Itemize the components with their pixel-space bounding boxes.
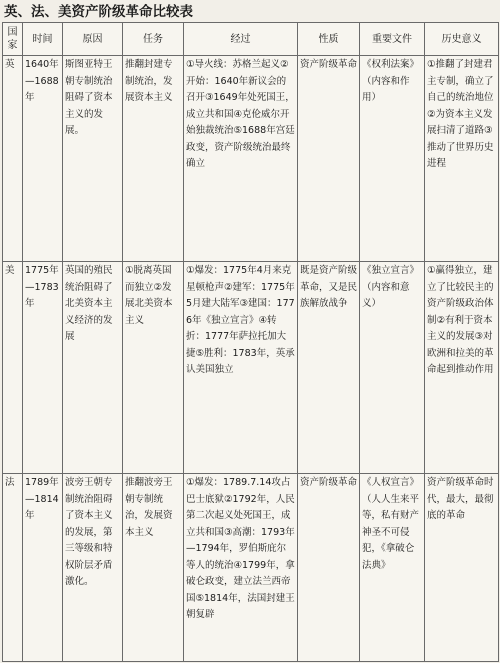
cell-cause: 英国的殖民统治阻碍了北美资本主义经济的发展 <box>63 262 123 474</box>
cell-task: 推翻波旁王朝专制统治，发展资本主义 <box>123 474 184 662</box>
table-row-england <box>3 56 499 262</box>
comparison-table <box>2 22 499 662</box>
cell-significance: ①推翻了封建君主专制，确立了自己的统治地位②为资本主义发展扫清了道路③推动了世界历史进程 <box>425 56 499 262</box>
cell-time: 1775年—1783年 <box>23 262 63 474</box>
header-significance: 历史意义 <box>425 23 499 56</box>
table-row-america <box>3 262 499 474</box>
cell-time: 1640年—1688年 <box>23 56 63 262</box>
cell-process: ①导火线：苏格兰起义②开始：1640年新议会的召开③1649年处死国王，成立共和国④克伦威尔开始独裁统治⑤1688年宫廷政变，资产阶级统治最终确立 <box>184 56 298 262</box>
cell-nature: 资产阶级革命 <box>298 474 360 662</box>
cell-document: 《人权宣言》（人人生来平等，私有财产神圣不可侵犯，《拿破仑法典》 <box>360 474 425 662</box>
table-header-row <box>3 23 499 56</box>
cell-task: 推翻封建专制统治，发展资本主义 <box>123 56 184 262</box>
header-nature: 性质 <box>298 23 360 56</box>
header-process: 经过 <box>184 23 298 56</box>
cell-document: 《权利法案》（内容和作用） <box>360 56 425 262</box>
cell-significance: 资产阶级革命时代，最大，最彻底的革命 <box>425 474 499 662</box>
cell-process: ①爆发：1775年4月来克星顿枪声②建军：1775年5月建大陆军③建国：1776年《独立宣言》④转折：1777年萨拉托加大捷⑤胜利：1783年，英承认美国独立 <box>184 262 298 474</box>
header-document: 重要文件 <box>360 23 425 56</box>
cell-country: 英 <box>3 56 23 262</box>
cell-country: 美 <box>3 262 23 474</box>
header-task: 任务 <box>123 23 184 56</box>
cell-significance: ①赢得独立，建立了比较民主的资产阶级政治体制②有利于资本主义的发展③对欧洲和拉美的革命起到推动作用 <box>425 262 499 474</box>
cell-time: 1789年—1814年 <box>23 474 63 662</box>
table-row-france <box>3 474 499 662</box>
header-time: 时间 <box>23 23 63 56</box>
cell-nature: 资产阶级革命 <box>298 56 360 262</box>
cell-country: 法 <box>3 474 23 662</box>
cell-document: 《独立宣言》（内容和意义） <box>360 262 425 474</box>
cell-task: ①脱离英国而独立②发展北美资本主义 <box>123 262 184 474</box>
cell-process: ①爆发：1789.7.14攻占巴士底狱②1792年，人民第二次起义处死国王，成立共和国③高潮：1793年—1794年，罗伯斯庇尔等人的统治④1799年，拿破仑政变，建立法兰西帝国⑤1814年，法国封建王朝复辟 <box>184 474 298 662</box>
header-country: 国家 <box>3 23 23 56</box>
header-cause: 原因 <box>63 23 123 56</box>
page-title: 英、法、美资产阶级革命比较表 <box>4 4 193 20</box>
cell-cause: 波旁王朝专制统治阻碍了资本主义的发展，第三等级和特权阶层矛盾激化。 <box>63 474 123 662</box>
cell-cause: 斯图亚特王朝专制统治阻碍了资本主义的发展。 <box>63 56 123 262</box>
cell-nature: 既是资产阶级革命，又是民族解放战争 <box>298 262 360 474</box>
